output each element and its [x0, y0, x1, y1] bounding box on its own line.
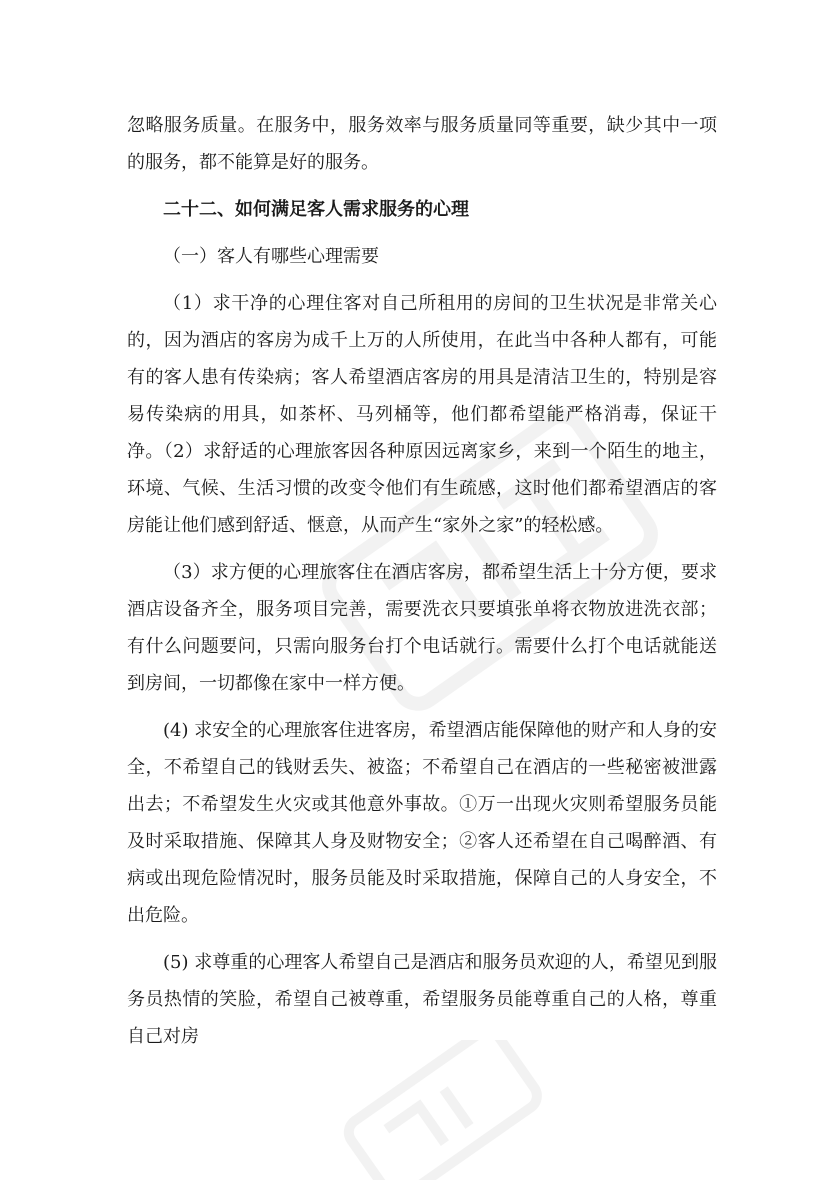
paragraph-clean-comfort: （1）求干净的心理住客对自己所租用的房间的卫生状况是非常关心的，因为酒店的客房为成千上万的人所使用，在此当中各种人都有，可能有的客人患有传染病；客人希望酒店客房的用具是清洁卫生的，特别是容易传染病的用具，如茶杯、马列桶等，他们都希望能严格消毒，保证干净。（2）求舒适的心理旅客因各种原因远离家乡，来到一个陌生的地主，环境、气候、生活习惯的改变令他们有生疏感，这时他们都希望酒店的客房能让他们感到舒适、惬意，从而产生“家外之家”的轻松感。	[127, 293, 717, 536]
paragraph-safety: (4) 求安全的心理旅客住进客房，希望酒店能保障他的财产和人身的安全，不希望自己的钱财丢失、被盗；不希望自己在酒店的一些秘密被泄露出去；不希望发生火灾或其他意外事故。①万一出现火灾则希望服务员能及时采取措施、保障其人身及财物安全；②客人还希望在自己喝醉酒、有病或出现危险情况时，服务员能及时采取措施，保障自己的人身安全，不出危险。	[127, 720, 717, 926]
subsection-heading: （一）客人有哪些心理需要	[163, 246, 379, 267]
document-body	[127, 107, 717, 1065]
section-heading: 二十二、如何满足客人需求服务的心理	[163, 199, 469, 220]
paragraph-respect: (5) 求尊重的心理客人希望自己是酒店和服务员欢迎的人，希望见到服务员热情的笑脸，希望自己被尊重，希望服务员能尊重自己的人格，尊重自己对房	[127, 952, 717, 1047]
paragraph-continuation: 忽略服务质量。在服务中，服务效率与服务质量同等重要，缺少其中一项的服务，都不能算是好的服务。	[127, 115, 717, 173]
paragraph-convenience: （3）求方便的心理旅客住在酒店客房，都希望生活上十分方便，要求酒店设备齐全，服务项目完善，需要洗衣只要填张单将衣物放进洗衣部；有什么问题要问，只需向服务台打个电话就行。需要什么打个电话就能送到房间，一切都像在家中一样方便。	[127, 562, 717, 694]
